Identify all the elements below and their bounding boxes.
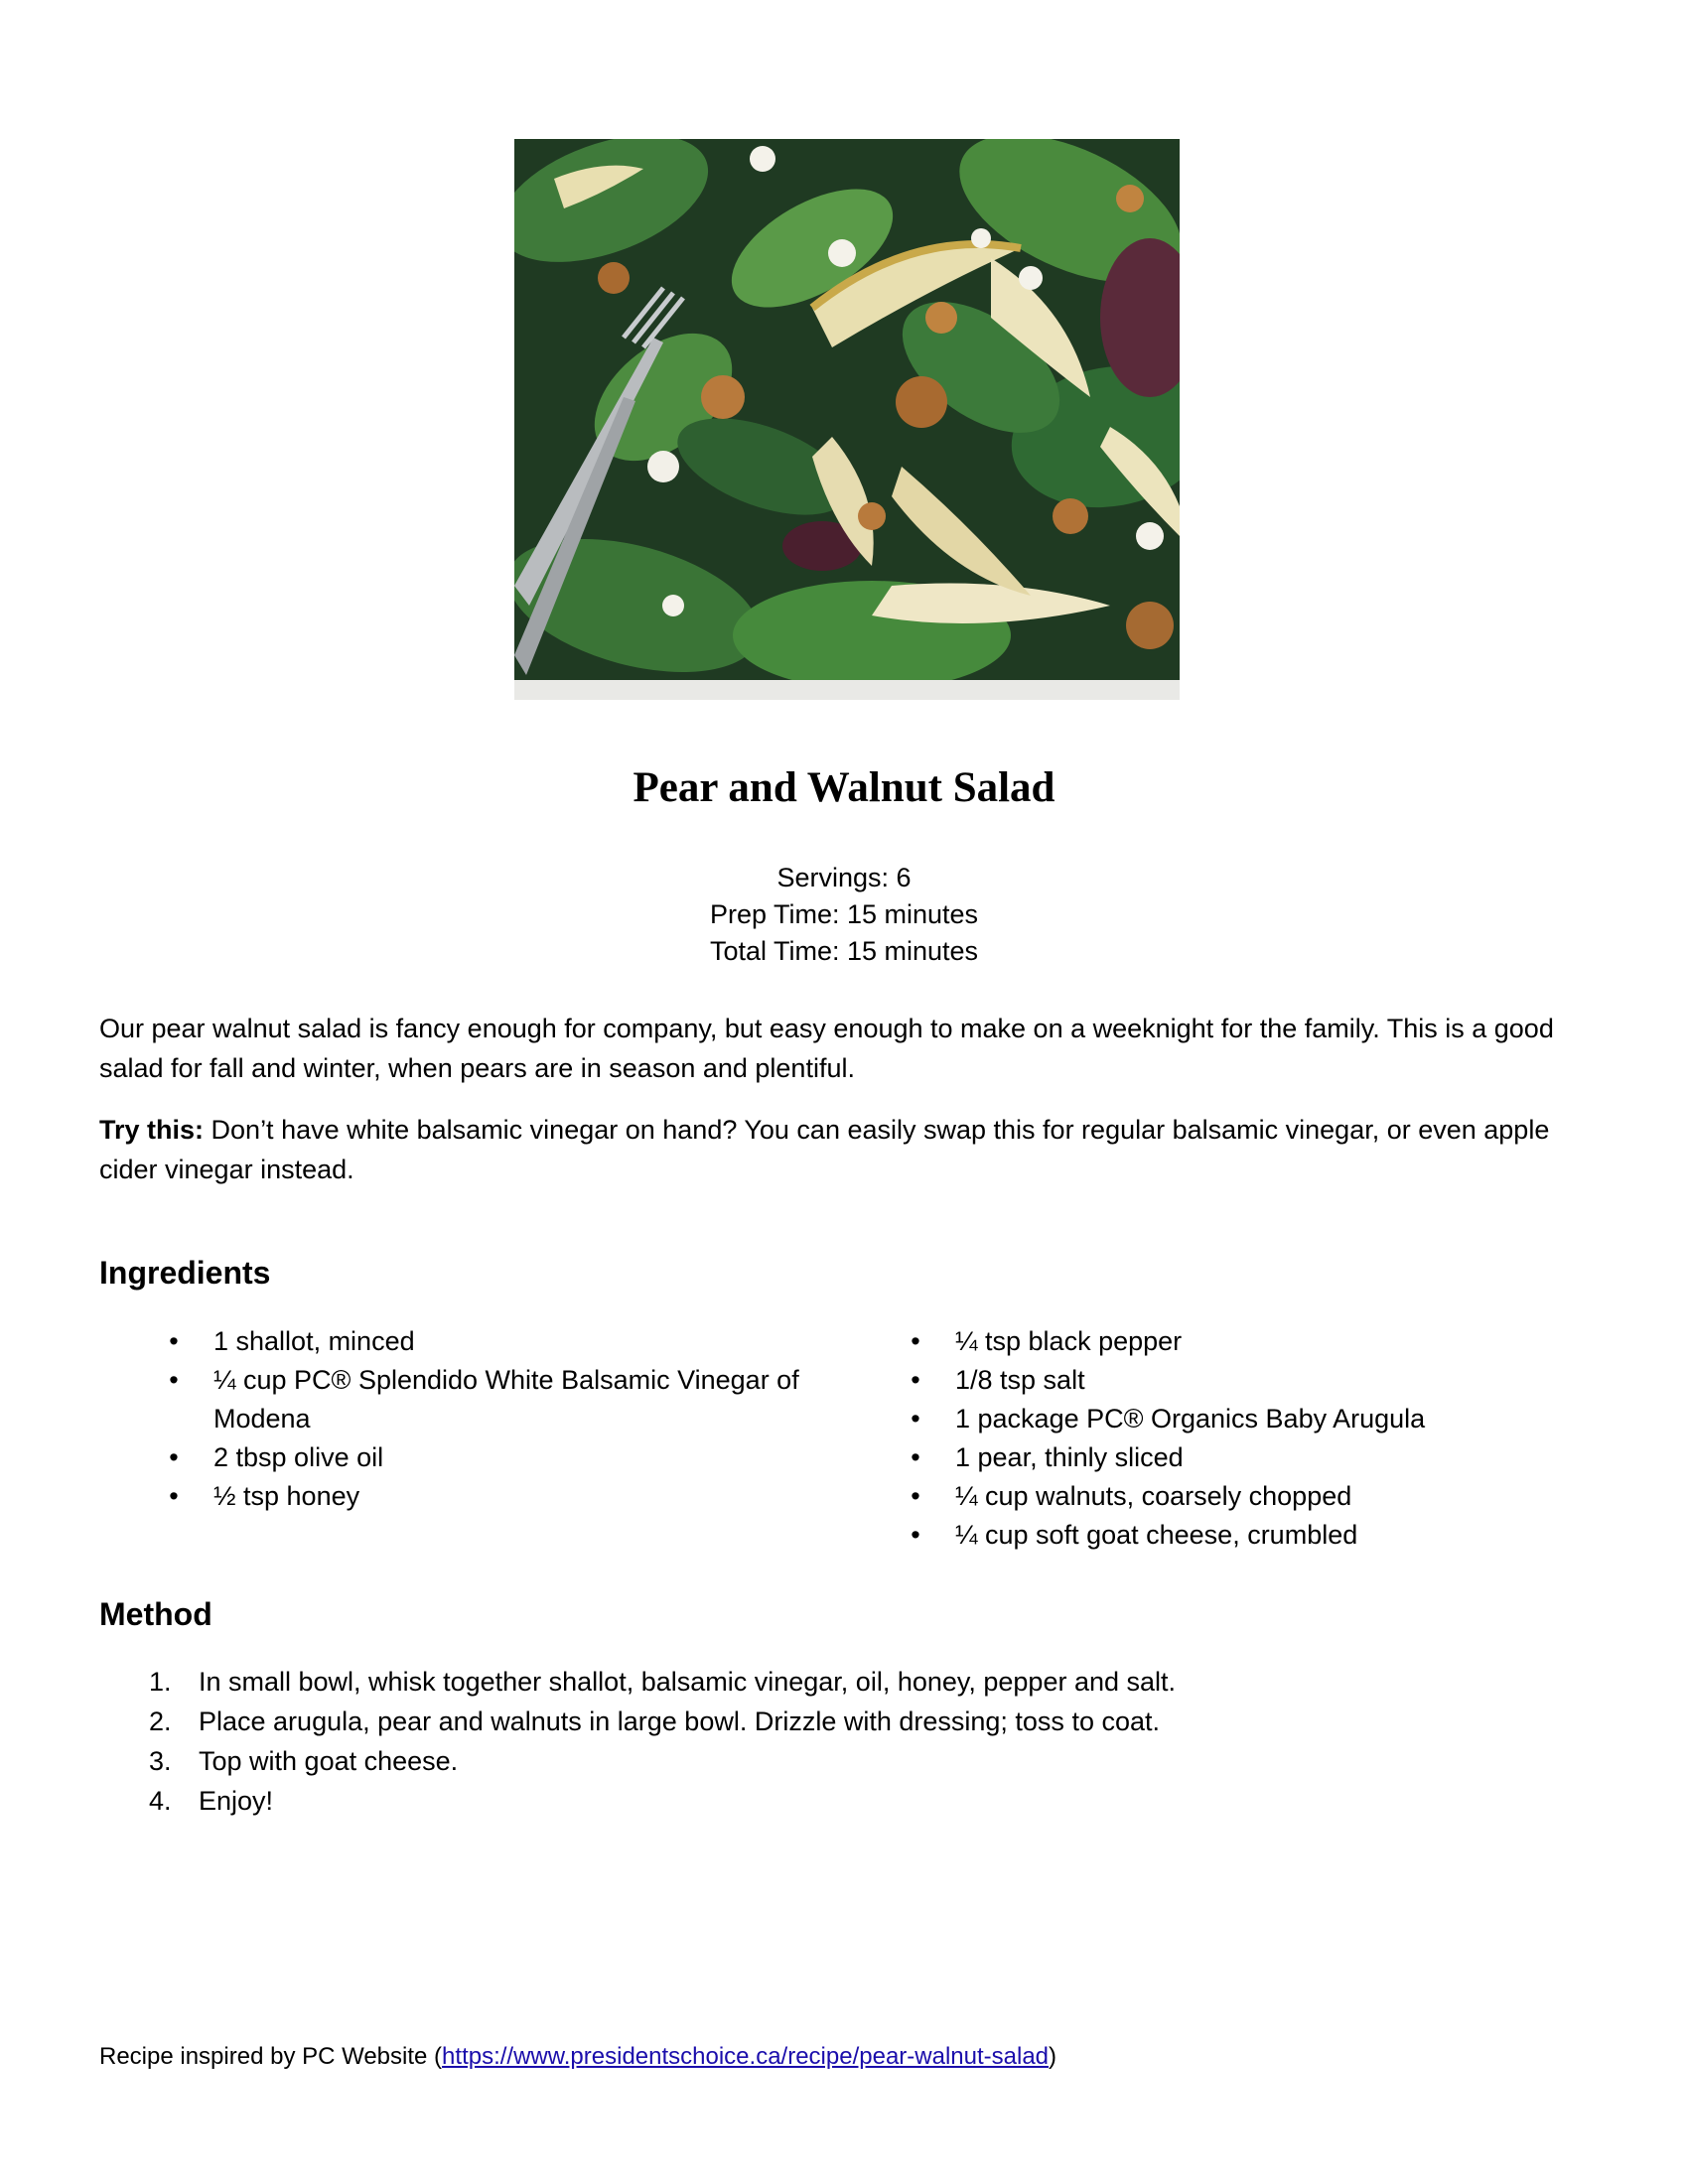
ingredient-text: ¼ cup PC® Splendido White Balsamic Vinegar of Modena	[213, 1365, 799, 1433]
servings: Servings: 6	[776, 863, 912, 892]
ingredient-text: 2 tbsp olive oil	[213, 1442, 384, 1472]
ingredient-item	[911, 1400, 1551, 1438]
ingredient-text: ¼ cup soft goat cheese, crumbled	[955, 1520, 1358, 1550]
ingredient-item	[911, 1477, 1551, 1516]
bullet: •	[169, 1365, 179, 1395]
bullet: •	[911, 1442, 920, 1472]
step-text: Top with goat cheese.	[199, 1746, 459, 1776]
ingredient-text: 1 package PC® Organics Baby Arugula	[955, 1404, 1426, 1433]
ingredient-item	[911, 1438, 1551, 1477]
intro-paragraph: Our pear walnut salad is fancy enough for company, but easy enough to make on a weeknight for the family. This is a good salad for fall and winter, when pears are in season and plentiful.	[99, 1014, 1554, 1083]
bullet: •	[911, 1365, 920, 1395]
bullet: •	[911, 1404, 920, 1433]
method-step	[149, 1781, 1539, 1821]
ingredient-item	[169, 1361, 849, 1438]
tip-paragraph	[99, 1110, 1589, 1189]
ingredient-text: 1 pear, thinly sliced	[955, 1442, 1184, 1472]
ingredient-item	[911, 1322, 1551, 1361]
step-number: 1.	[149, 1667, 172, 1697]
method-step	[149, 1741, 1539, 1781]
ingredients-list-right	[911, 1322, 1551, 1555]
ingredient-text: 1 shallot, minced	[213, 1326, 415, 1356]
method-steps	[149, 1662, 1539, 1821]
salad-photo	[514, 139, 1180, 700]
ingredients-heading: Ingredients	[99, 1255, 271, 1291]
tip-text: Don’t have white balsamic vinegar on hand? You can easily swap this for regular balsamic vinegar, or even apple cider vinegar instead.	[99, 1115, 1550, 1184]
ingredient-text: ½ tsp honey	[213, 1481, 360, 1511]
prep-time: Prep Time: 15 minutes	[709, 899, 979, 929]
ingredient-item	[169, 1438, 849, 1477]
total-time: Total Time: 15 minutes	[709, 936, 979, 966]
recipe-meta	[0, 860, 1688, 970]
ingredient-text: 1/8 tsp salt	[955, 1365, 1085, 1395]
source-link[interactable]: https://www.presidentschoice.ca/recipe/pear-walnut-salad	[442, 2043, 1050, 2070]
ingredient-item	[169, 1322, 849, 1361]
bullet: •	[911, 1326, 920, 1356]
ingredients-list-left	[169, 1322, 849, 1516]
step-text: Place arugula, pear and walnuts in large bowl. Drizzle with dressing; toss to coat.	[199, 1706, 1160, 1736]
footer-prefix: Recipe inspired by PC Website (	[99, 2043, 443, 2070]
ingredient-text: ¼ tsp black pepper	[955, 1326, 1183, 1356]
step-number: 4.	[149, 1786, 172, 1816]
step-number: 2.	[149, 1706, 172, 1736]
footer-suffix: )	[1049, 2043, 1057, 2070]
bullet: •	[911, 1520, 920, 1550]
recipe-title: Pear and Walnut Salad	[633, 764, 1055, 811]
method-heading: Method	[99, 1596, 212, 1632]
ingredient-item	[911, 1361, 1551, 1400]
bullet: •	[169, 1442, 179, 1472]
ingredient-item	[169, 1477, 849, 1516]
ingredient-item	[911, 1516, 1551, 1555]
method-step	[149, 1662, 1539, 1702]
step-text: Enjoy!	[199, 1786, 274, 1816]
bullet: •	[169, 1481, 179, 1511]
tip-label: Try this:	[99, 1115, 205, 1145]
step-number: 3.	[149, 1746, 172, 1776]
bullet: •	[911, 1481, 920, 1511]
method-step	[149, 1702, 1539, 1741]
bullet: •	[169, 1326, 179, 1356]
ingredient-text: ¼ cup walnuts, coarsely chopped	[955, 1481, 1352, 1511]
step-text: In small bowl, whisk together shallot, balsamic vinegar, oil, honey, pepper and salt.	[199, 1667, 1177, 1697]
source-footer	[99, 2041, 1056, 2073]
